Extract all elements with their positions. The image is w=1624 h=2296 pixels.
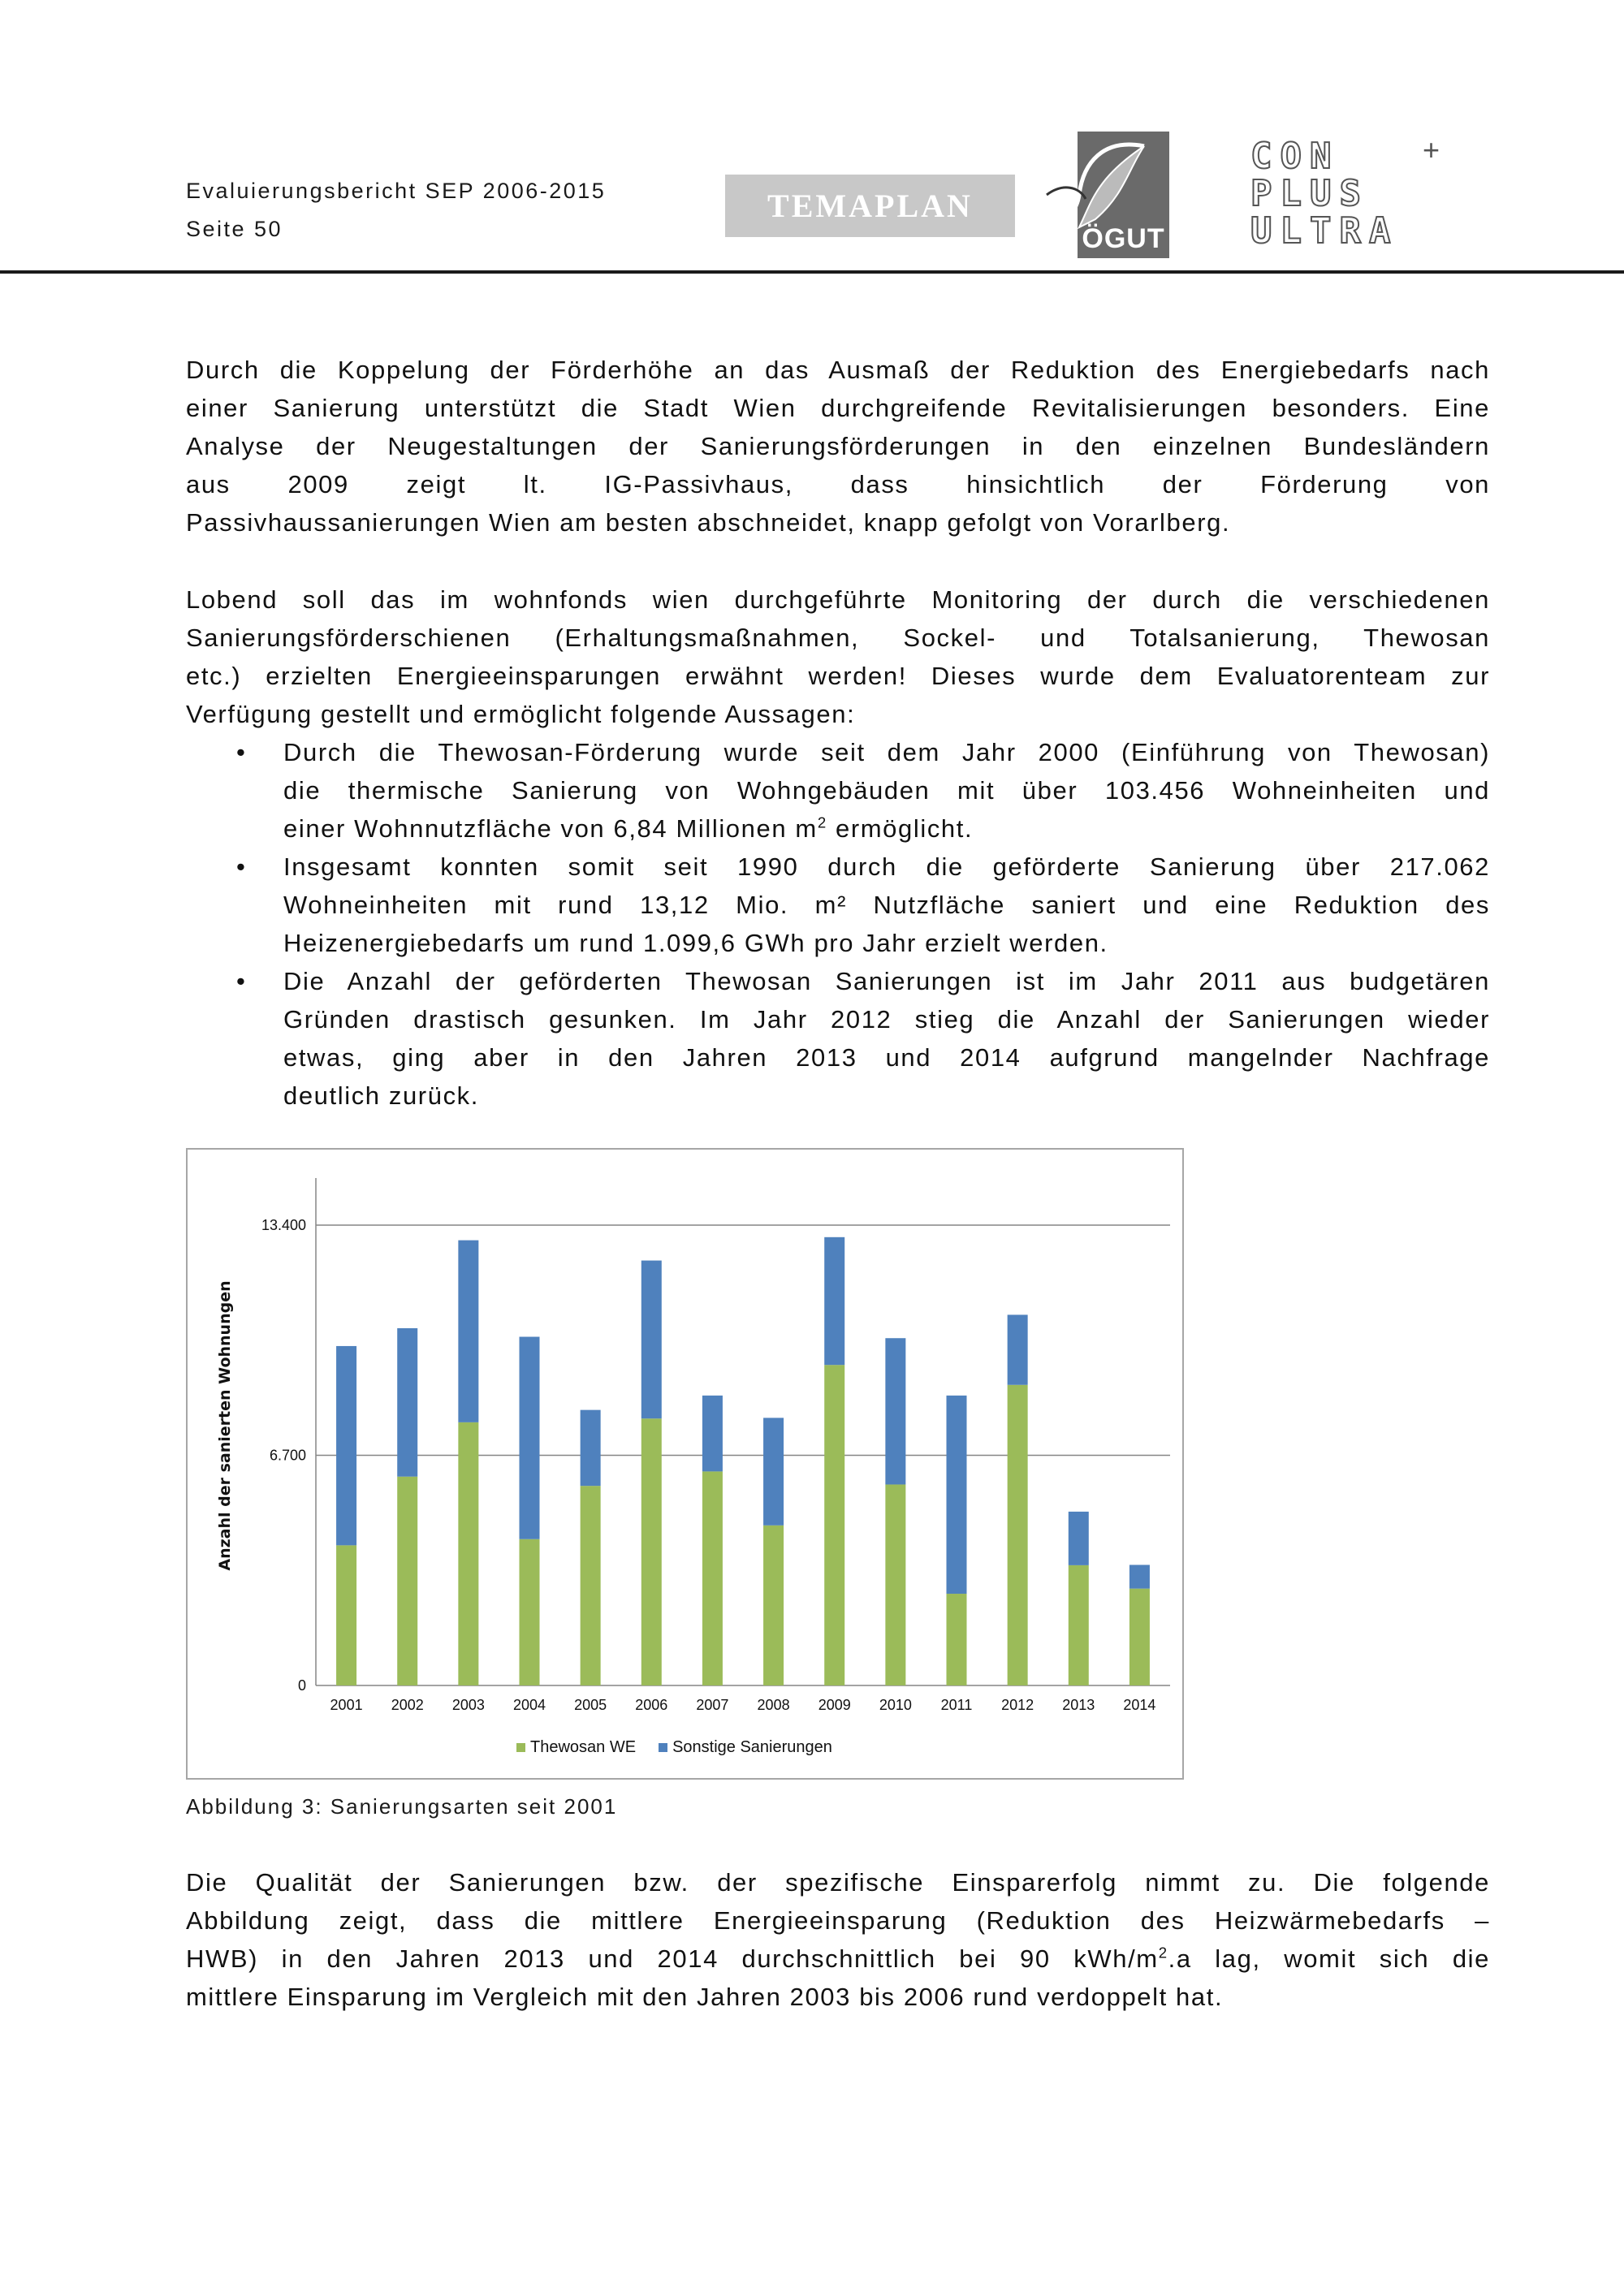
text-line: Durch die Koppelung der Förderhöhe an das Ausmaß der Reduktion des Energiebedarfs nach	[186, 356, 1490, 384]
x-tick-label: 2006	[635, 1697, 668, 1713]
x-tick-label: 2011	[940, 1697, 973, 1713]
bar-segment	[1069, 1565, 1089, 1685]
text-line: Durch die Thewosan-Förderung wurde seit dem Jahr 2000 (Einführung von Thewosan)	[283, 738, 1490, 766]
y-tick-label: 13.400	[261, 1217, 306, 1233]
x-tick-label: 2012	[1001, 1697, 1034, 1713]
conplusultra-line-3: ULTRA	[1250, 210, 1399, 252]
bar-segment	[702, 1396, 723, 1472]
bar-segment	[336, 1346, 356, 1545]
bar-segment	[763, 1418, 784, 1525]
bar-segment	[885, 1338, 905, 1484]
superscript: 2	[817, 814, 827, 831]
x-tick-label: 2001	[330, 1697, 363, 1713]
text-line: aus 2009 zeigt lt. IG-Passivhaus, dass hinsichtlich der Förderung von	[186, 470, 1490, 498]
conplusultra-line-2: PLUS	[1250, 173, 1369, 214]
temaplan-logo	[725, 175, 1015, 237]
ogut-logo	[1078, 132, 1169, 258]
legend-swatch-blue	[659, 1743, 667, 1752]
legend-item-thewosan	[516, 1738, 636, 1757]
ogut-logo-text: ÖGUT	[1082, 223, 1165, 254]
paragraph-2	[186, 580, 1490, 733]
bar-segment	[397, 1477, 417, 1685]
text-line: Verfügung gestellt und ermöglicht folgende Aussagen:	[186, 700, 856, 728]
bar-segment	[458, 1422, 478, 1685]
text-line: die thermische Sanierung von Wohngebäuden mit über 103.456 Wohneinheiten und	[283, 776, 1490, 805]
bar-segment	[520, 1337, 540, 1539]
text-fragment: ermöglicht.	[827, 814, 974, 843]
bullet-item	[186, 733, 1490, 848]
bar-segment	[947, 1396, 967, 1594]
x-tick-label: 2004	[512, 1697, 546, 1713]
bar-segment	[581, 1486, 601, 1685]
paragraph-1	[186, 351, 1490, 542]
text-fragment: HWB) in den Jahren 2013 und 2014 durchschnittlich bei 90 kWh/m	[186, 1944, 1159, 1973]
header-divider	[0, 270, 1624, 274]
bullet-item	[186, 962, 1490, 1115]
x-tick-label: 2009	[818, 1697, 851, 1713]
temaplan-logo-text: TEMAPLAN	[767, 188, 973, 224]
bullet-icon: •	[236, 852, 247, 881]
bar-segment	[641, 1261, 662, 1419]
superscript: 2	[1158, 1944, 1168, 1962]
bar-segment	[702, 1471, 723, 1685]
x-tick-label: 2014	[1123, 1697, 1156, 1713]
legend-label: Thewosan WE	[530, 1738, 637, 1756]
text-line: Sanierungsförderschienen (Erhaltungsmaßnahmen, Sockel- und Totalsanierung, Thewosan	[186, 624, 1490, 652]
legend-item-sonstige	[659, 1738, 832, 1757]
text-line: deutlich zurück.	[283, 1081, 479, 1110]
bar-segment	[520, 1539, 540, 1685]
text-line: Heizenergiebedarfs um rund 1.099,6 GWh pro Jahr erzielt werden.	[283, 929, 1108, 957]
text-line: Abbildung zeigt, dass die mittlere Energieeinsparung (Reduktion des Heizwärmebedarfs –	[186, 1906, 1490, 1935]
x-tick-label: 2007	[696, 1697, 729, 1713]
bar-segment	[641, 1418, 662, 1685]
legend-swatch-green	[516, 1743, 525, 1752]
bar-segment	[824, 1365, 844, 1685]
bullet-item	[186, 848, 1490, 962]
page-number: Seite 50	[186, 217, 283, 241]
bar-segment	[763, 1526, 784, 1685]
bullet-icon: •	[236, 738, 247, 766]
bar-segment	[397, 1328, 417, 1477]
x-tick-label: 2003	[451, 1697, 485, 1713]
bar-segment	[824, 1237, 844, 1365]
leaf-icon	[1047, 138, 1138, 227]
figure-caption: Abbildung 3: Sanierungsarten seit 2001	[186, 1794, 618, 1819]
x-tick-label: 2013	[1062, 1697, 1095, 1713]
bar-segment	[1008, 1314, 1028, 1384]
x-tick-label: 2002	[391, 1697, 424, 1713]
plus-icon: +	[1423, 133, 1440, 166]
x-tick-label: 2010	[879, 1697, 912, 1713]
bar-segment	[1129, 1564, 1150, 1588]
bar-segment	[1129, 1589, 1150, 1685]
x-tick-label: 2008	[757, 1697, 790, 1713]
text-fragment: einer Wohnnutzfläche von 6,84 Millionen m	[283, 814, 818, 843]
text-line: Die Anzahl der geförderten Thewosan Sanierungen ist im Jahr 2011 aus budgetären	[283, 967, 1490, 995]
bar-segment	[1008, 1385, 1028, 1685]
paragraph-3	[186, 1863, 1490, 2016]
text-line: Passivhaussanierungen Wien am besten abschneidet, knapp gefolgt von Vorarlberg.	[186, 508, 1231, 537]
y-tick-label: 0	[297, 1677, 306, 1694]
text-line: etc.) erzielten Energieeinsparungen erwähnt werden! Dieses wurde dem Evaluatorenteam zur	[186, 662, 1490, 690]
bar-segment	[458, 1241, 478, 1422]
chart-frame	[186, 1148, 1184, 1780]
y-axis-title: Anzahl der sanierten Wohnungen	[216, 1280, 234, 1571]
text-line: mittlere Einsparung im Vergleich mit den Jahren 2003 bis 2006 rund verdoppelt hat.	[186, 1983, 1224, 2011]
legend-label: Sonstige Sanierungen	[672, 1738, 832, 1756]
text-fragment: .a lag, womit sich die	[1168, 1944, 1491, 1973]
text-line: Wohneinheiten mit rund 13,12 Mio. m² Nutzfläche saniert und eine Reduktion des	[283, 891, 1490, 919]
report-title: Evaluierungsbericht SEP 2006-2015	[186, 179, 607, 203]
bar-segment	[947, 1594, 967, 1685]
text-line: Gründen drastisch gesunken. Im Jahr 2012 stieg die Anzahl der Sanierungen wieder	[283, 1005, 1490, 1034]
text-line	[283, 809, 1490, 848]
text-line: Analyse der Neugestaltungen der Sanierungsförderungen in den einzelnen Bundesländern	[186, 432, 1490, 460]
stacked-bar-chart	[188, 1150, 1182, 1778]
bar-segment	[885, 1484, 905, 1685]
chart-legend	[516, 1738, 832, 1757]
bar-segment	[581, 1410, 601, 1487]
text-line: Insgesamt konnten somit seit 1990 durch die geförderte Sanierung über 217.062	[283, 852, 1490, 881]
x-tick-label: 2005	[574, 1697, 607, 1713]
text-line	[186, 1940, 1490, 1978]
text-line: Die Qualität der Sanierungen bzw. der spezifische Einsparerfolg nimmt zu. Die folgende	[186, 1868, 1490, 1897]
y-tick-label: 6.700	[269, 1447, 306, 1464]
bar-segment	[336, 1545, 356, 1685]
conplusultra-logo	[1250, 133, 1462, 260]
text-line: einer Sanierung unterstützt die Stadt Wien durchgreifende Revitalisierungen besonders. Eine	[186, 394, 1490, 422]
conplusultra-line-1: CON	[1250, 136, 1340, 177]
bullet-icon: •	[236, 967, 247, 995]
bullet-list	[186, 733, 1490, 1115]
text-line: etwas, ging aber in den Jahren 2013 und 2014 aufgrund mangelnder Nachfrage	[283, 1043, 1490, 1072]
text-line: Lobend soll das im wohnfonds wien durchgeführte Monitoring der durch die verschiedenen	[186, 585, 1490, 614]
bar-segment	[1069, 1512, 1089, 1565]
